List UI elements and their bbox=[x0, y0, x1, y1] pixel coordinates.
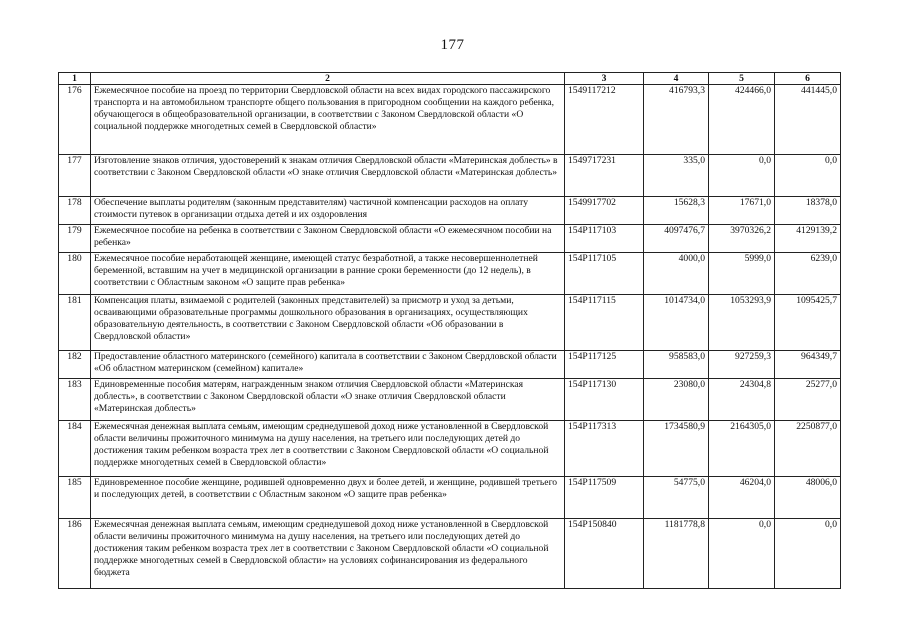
row-number: 178 bbox=[59, 197, 91, 225]
row-amount-col4: 1181778,8 bbox=[644, 519, 709, 589]
row-amount-col4: 1014734,0 bbox=[644, 295, 709, 351]
row-amount-col5: 46204,0 bbox=[709, 477, 775, 519]
row-amount-col5: 0,0 bbox=[709, 155, 775, 197]
row-amount-col5: 2164305,0 bbox=[709, 421, 775, 477]
column-header: 5 bbox=[709, 73, 775, 85]
table-row bbox=[59, 253, 841, 295]
row-amount-col4: 23080,0 bbox=[644, 379, 709, 421]
page-number: 177 bbox=[440, 37, 465, 53]
row-description: Обеспечение выплаты родителям (законным представителям) частичной компенсации расходов на оплату стоимости путевок в организации отдыха детей и их оздоровления bbox=[91, 197, 565, 225]
row-amount-col4: 416793,3 bbox=[644, 85, 709, 155]
row-amount-col5: 927259,3 bbox=[709, 351, 775, 379]
row-number: 177 bbox=[59, 155, 91, 197]
row-amount-col6: 4129139,2 bbox=[775, 225, 841, 253]
table-row bbox=[59, 477, 841, 519]
row-amount-col5: 1053293,9 bbox=[709, 295, 775, 351]
row-code: 1549917702 bbox=[565, 197, 644, 225]
row-code: 154P117125 bbox=[565, 351, 644, 379]
row-description: Ежемесячное пособие неработающей женщине, имеющей статус безработной, а также несовершеннолетней беременной, вставшим на учет в медицинской организации в ранние сроки беременности (до 12 недель), в соответствии с Областным законом «О защите прав ребенка» bbox=[91, 253, 565, 295]
row-amount-col6: 2250877,0 bbox=[775, 421, 841, 477]
row-amount-col5: 3970326,2 bbox=[709, 225, 775, 253]
row-amount-col5: 0,0 bbox=[709, 519, 775, 589]
row-description: Ежемесячная денежная выплата семьям, имеющим среднедушевой доход ниже установленной в Свердловской области величины прожиточного минимума на душу населения, на третьего или последующих детей до достижения таким ребенком возраста трех лет в соответствии с Законом Свердловской области «О социальной поддержке многодетных семей в Свердловской области» bbox=[91, 421, 565, 477]
column-header: 1 bbox=[59, 73, 91, 85]
row-code: 154P117313 bbox=[565, 421, 644, 477]
row-description: Ежемесячная денежная выплата семьям, имеющим среднедушевой доход ниже установленной в Свердловской области величины прожиточного минимума на душу населения, на третьего или последующих детей до достижения таким ребенком возраста трех лет в соответствии с Законом Свердловской области «О социальной поддержке многодетных семей в Свердловской области» на условиях софинансирования из федерального бюджета bbox=[91, 519, 565, 589]
row-description: Компенсация платы, взимаемой с родителей (законных представителей) за присмотр и уход за детьми, осваивающими образовательные программы дошкольного образования в организациях, осуществляющих образовательную деятельность, в соответствии с Законом Свердловской области «Об образовании в Свердловской области» bbox=[91, 295, 565, 351]
column-header: 3 bbox=[565, 73, 644, 85]
column-header: 6 bbox=[775, 73, 841, 85]
row-description: Ежемесячное пособие на ребенка в соответствии с Законом Свердловской области «О ежемесячном пособии на ребенка» bbox=[91, 225, 565, 253]
row-amount-col4: 1734580,9 bbox=[644, 421, 709, 477]
row-amount-col6: 48006,0 bbox=[775, 477, 841, 519]
row-amount-col5: 5999,0 bbox=[709, 253, 775, 295]
row-amount-col6: 0,0 bbox=[775, 155, 841, 197]
row-number: 186 bbox=[59, 519, 91, 589]
table-row bbox=[59, 197, 841, 225]
row-number: 179 bbox=[59, 225, 91, 253]
row-code: 154P117103 bbox=[565, 225, 644, 253]
row-amount-col4: 15628,3 bbox=[644, 197, 709, 225]
row-amount-col4: 4097476,7 bbox=[644, 225, 709, 253]
row-amount-col5: 424466,0 bbox=[709, 85, 775, 155]
row-amount-col6: 441445,0 bbox=[775, 85, 841, 155]
column-header: 4 bbox=[644, 73, 709, 85]
row-number: 176 bbox=[59, 85, 91, 155]
table-row bbox=[59, 351, 841, 379]
row-amount-col4: 54775,0 bbox=[644, 477, 709, 519]
row-description: Единовременные пособия матерям, награжденным знаком отличия Свердловской области «Материнская доблесть», в соответствии с Законом Свердловской области «О знаке отличия Свердловской области «Материнская доблесть» bbox=[91, 379, 565, 421]
row-number: 184 bbox=[59, 421, 91, 477]
row-amount-col6: 6239,0 bbox=[775, 253, 841, 295]
row-amount-col5: 17671,0 bbox=[709, 197, 775, 225]
row-number: 181 bbox=[59, 295, 91, 351]
table-row bbox=[59, 85, 841, 155]
row-amount-col4: 958583,0 bbox=[644, 351, 709, 379]
row-amount-col5: 24304,8 bbox=[709, 379, 775, 421]
row-code: 1549717231 bbox=[565, 155, 644, 197]
table-row bbox=[59, 155, 841, 197]
row-code: 154P150840 bbox=[565, 519, 644, 589]
row-description: Изготовление знаков отличия, удостоверений к знакам отличия Свердловской области «Материнская доблесть» в соответствии с Законом Свердловской области «О знаке отличия Свердловской области «Материнская доблесть» bbox=[91, 155, 565, 197]
budget-table bbox=[58, 72, 841, 589]
row-amount-col6: 25277,0 bbox=[775, 379, 841, 421]
table-header-row bbox=[59, 73, 841, 85]
table-row bbox=[59, 295, 841, 351]
row-number: 182 bbox=[59, 351, 91, 379]
row-amount-col6: 964349,7 bbox=[775, 351, 841, 379]
row-description: Ежемесячное пособие на проезд по территории Свердловской области на всех видах городского пассажирского транспорта и на автомобильном транспорте общего пользования в пригородном сообщении на каждого ребенка, обучающегося в общеобразовательной организации, в соответствии с Законом Свердловской области «О социальной поддержке многодетных семей в Свердловской области» bbox=[91, 85, 565, 155]
row-number: 185 bbox=[59, 477, 91, 519]
row-description: Предоставление областного материнского (семейного) капитала в соответствии с Законом Свердловской области «Об областном материнском (семейном) капитале» bbox=[91, 351, 565, 379]
table-row bbox=[59, 519, 841, 589]
row-amount-col6: 1095425,7 bbox=[775, 295, 841, 351]
table-row bbox=[59, 421, 841, 477]
row-number: 183 bbox=[59, 379, 91, 421]
row-amount-col4: 4000,0 bbox=[644, 253, 709, 295]
row-amount-col4: 335,0 bbox=[644, 155, 709, 197]
row-amount-col6: 0,0 bbox=[775, 519, 841, 589]
table-row bbox=[59, 225, 841, 253]
row-code: 154P117509 bbox=[565, 477, 644, 519]
row-code: 154P117130 bbox=[565, 379, 644, 421]
row-description: Единовременное пособие женщине, родившей одновременно двух и более детей, и женщине, родившей третьего и последующих детей, в соответствии с Областным законом «О защите прав ребенка» bbox=[91, 477, 565, 519]
table-row bbox=[59, 379, 841, 421]
column-header: 2 bbox=[91, 73, 565, 85]
row-code: 154P117105 bbox=[565, 253, 644, 295]
row-code: 1549117212 bbox=[565, 85, 644, 155]
row-number: 180 bbox=[59, 253, 91, 295]
row-amount-col6: 18378,0 bbox=[775, 197, 841, 225]
row-code: 154P117115 bbox=[565, 295, 644, 351]
